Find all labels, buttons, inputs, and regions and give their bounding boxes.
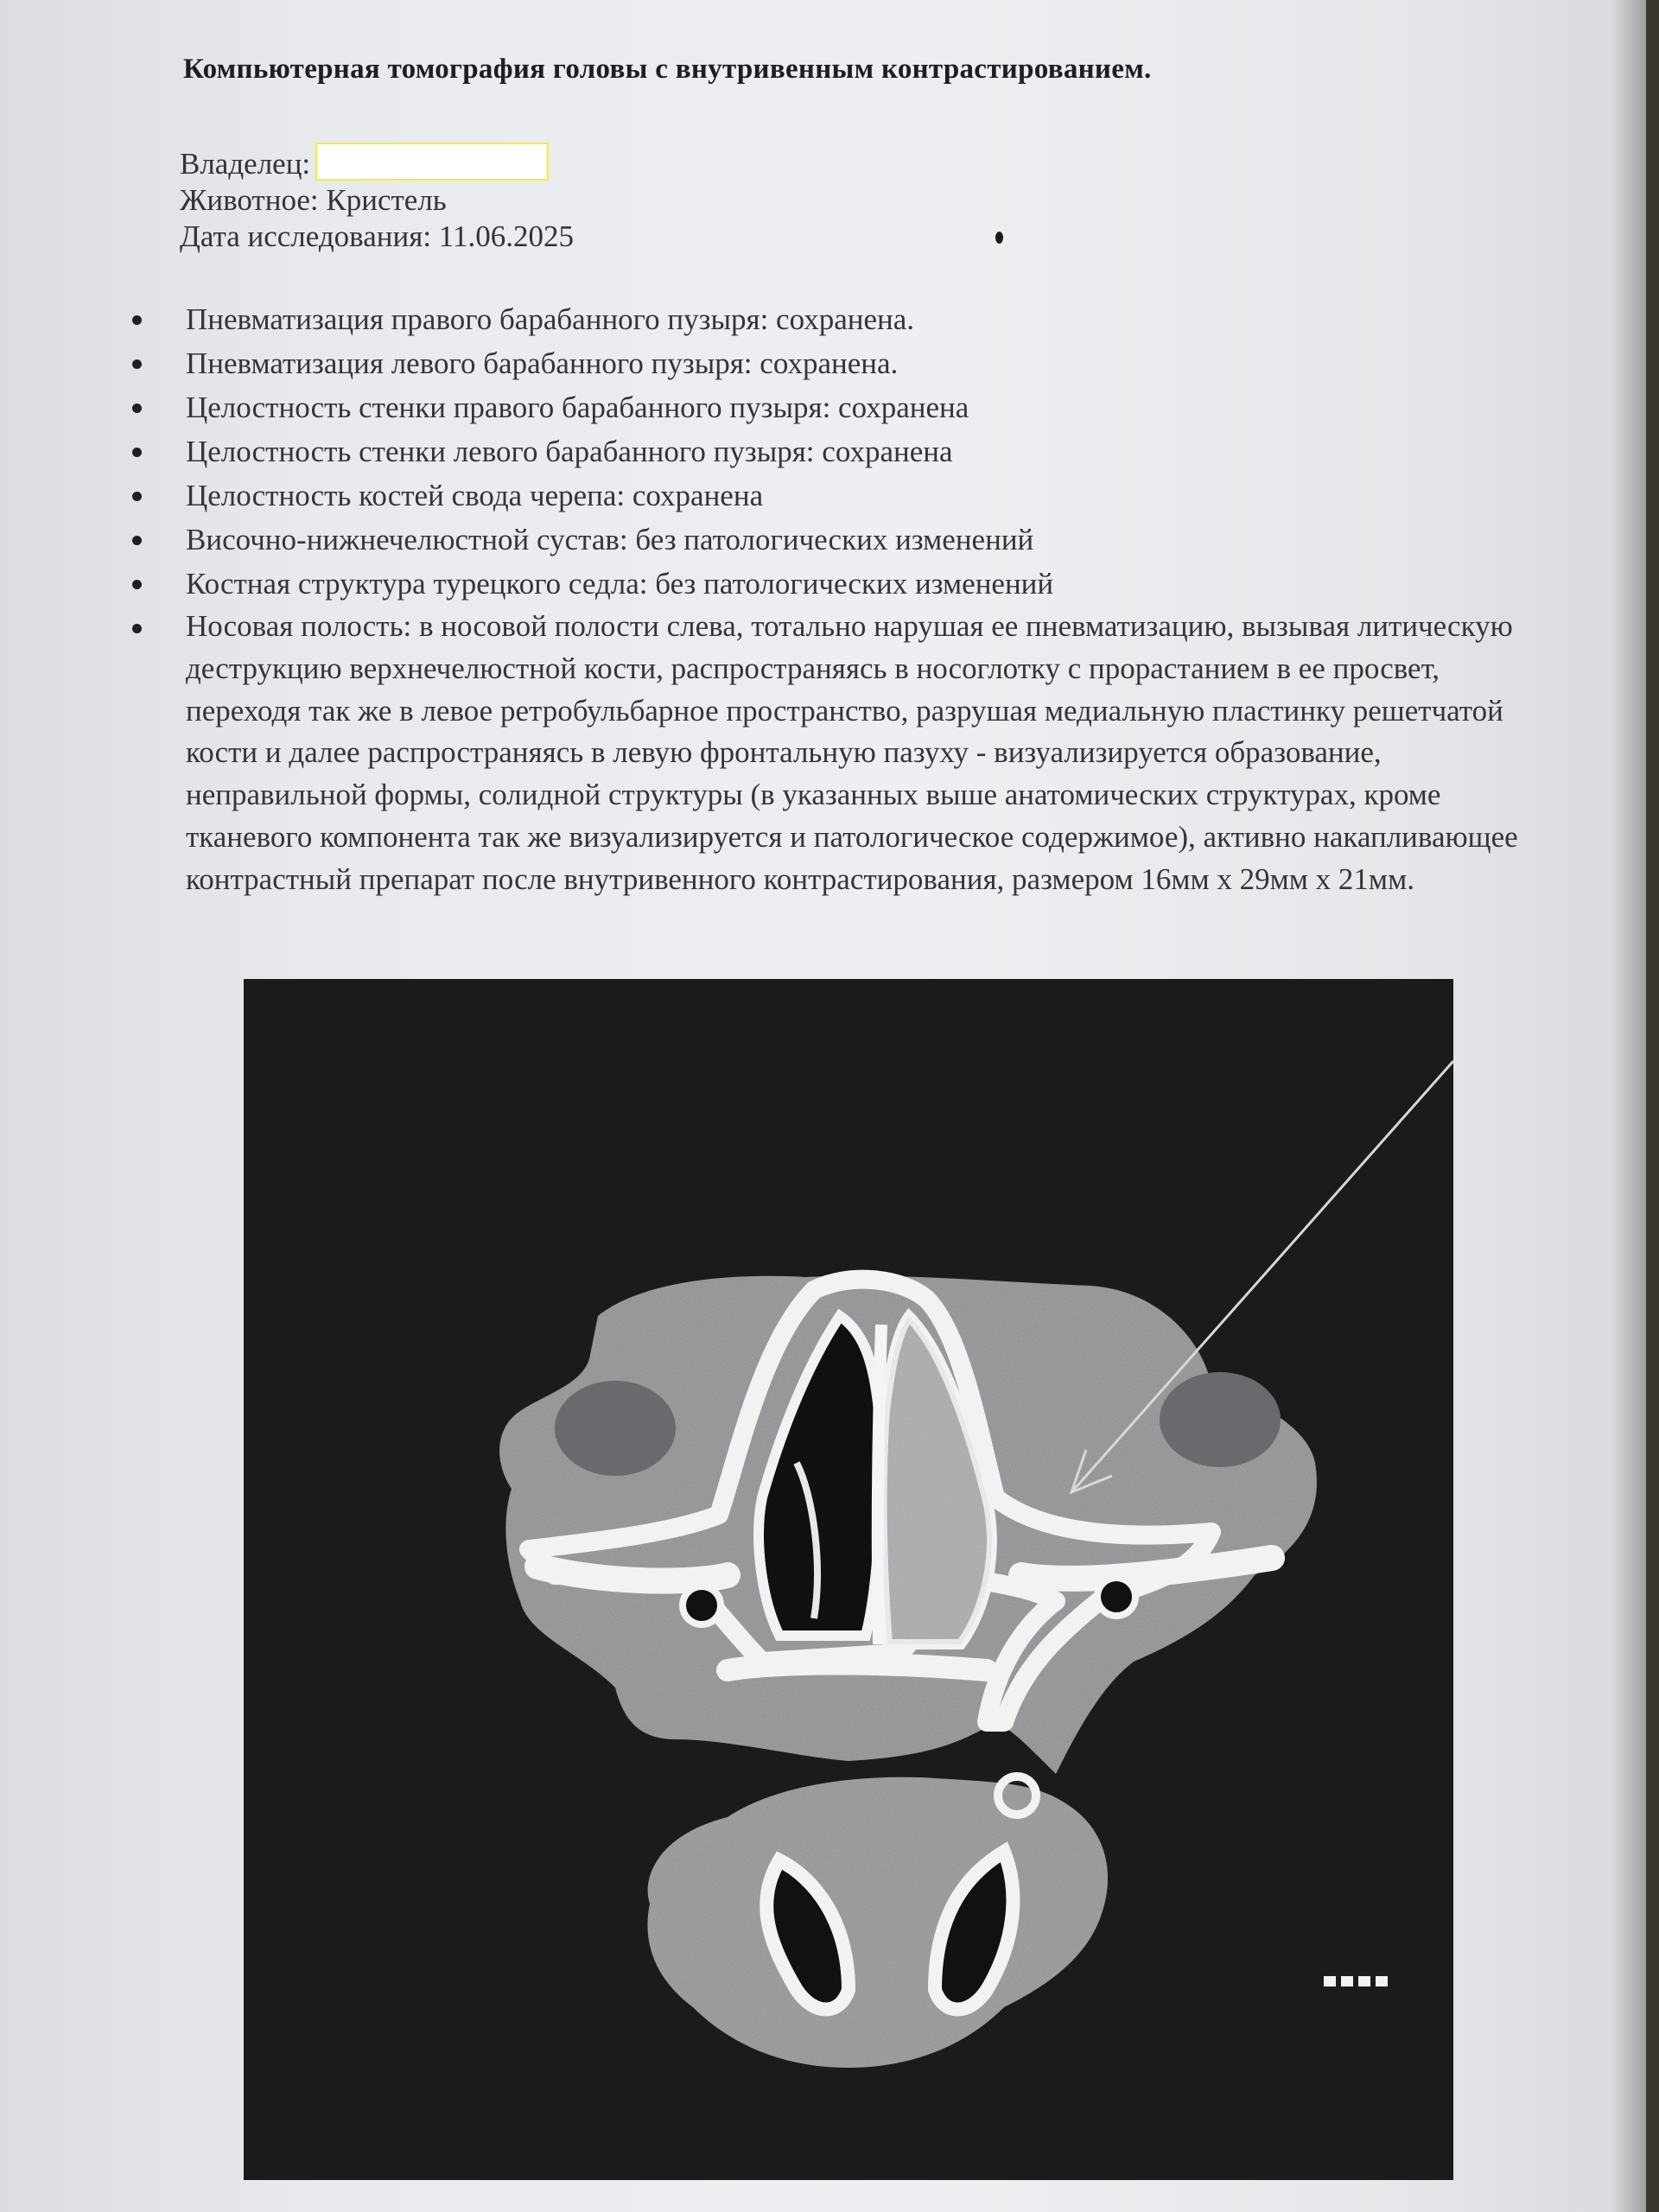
page-edge-shadow [1611,0,1646,2212]
date-label: Дата исследования: [180,219,432,253]
ct-right-foramen [683,1586,721,1624]
ct-left-foramen [1097,1578,1135,1616]
bullet-icon [132,359,142,369]
finding-item [186,341,1534,385]
owner-redaction [315,143,549,181]
ct-right-zygomatic-arch [537,1567,728,1581]
finding-text: Височно-нижнечелюстной сустав: без патологических изменений [186,523,1034,556]
owner-label: Владелец: [180,147,311,181]
finding-item [186,385,1534,429]
finding-text: Костная структура турецкого седла: без патологических изменений [186,567,1054,601]
findings-list [186,297,1534,901]
bullet-icon [132,492,142,501]
finding-text: Пневматизация правого барабанного пузыря: сохранена. [186,302,915,336]
bullet-icon [132,448,142,457]
finding-item [186,474,1534,518]
scan-speck [995,232,1003,244]
bullet-icon [132,536,142,545]
ct-scan-svg [244,979,1453,2180]
animal-label: Животное: [180,183,319,217]
date-value: 11.06.2025 [438,219,574,253]
ct-right-orbit [555,1381,676,1476]
finding-text: Целостность костей свода черепа: сохранена [186,479,764,512]
ct-left-orbit [1160,1372,1281,1467]
bullet-icon [132,624,142,633]
bullet-icon [132,404,142,413]
ct-hard-palate [728,1664,987,1671]
finding-text: Носовая полость: в носовой полости слева, тотально нарушая ее пневматизацию, вызывая литическую деструкцию верхнечелюстной кости, распространяясь в носоглотку с прорастанием в ее просвет, переходя так же в левое ретробульбарное пространство, разрушая медиальную пластинку решетчатой кости и далее распространяясь в левую фронтальную пазуху - визуализируется образование, неправильной формы, солидной структуры (в указанных выше анатомических структурах, кроме тканевого компонента так же визуализируется и патологическое содержимое), активно накапливающее контрастный препарат после внутривенного контрастирования, размером 16мм х 29мм х 21мм. [186,609,1518,896]
finding-text: Пневматизация левого барабанного пузыря: сохранена. [186,346,899,380]
bullet-icon [132,580,142,589]
report-title: Компьютерная томография головы с внутривенным контрастированием. [183,54,1152,85]
bullet-icon [132,315,142,325]
finding-item [186,297,1534,341]
scan-speck [292,1441,299,1450]
animal-line [180,183,447,218]
finding-item [186,562,1534,606]
ct-nasal-septum [878,1325,881,1644]
ct-scan-image [244,979,1453,2180]
finding-item [186,518,1534,562]
scan-speck [289,1417,300,1434]
finding-text: Целостность стенки левого барабанного пузыря: сохранена [186,435,953,468]
date-line [180,219,574,254]
finding-text: Целостность стенки правого барабанного пузыря: сохранена [186,391,969,424]
owner-line [180,143,549,181]
finding-item [186,429,1534,474]
animal-name: Кристель [326,183,447,217]
finding-item-nasal-cavity [186,606,1534,901]
